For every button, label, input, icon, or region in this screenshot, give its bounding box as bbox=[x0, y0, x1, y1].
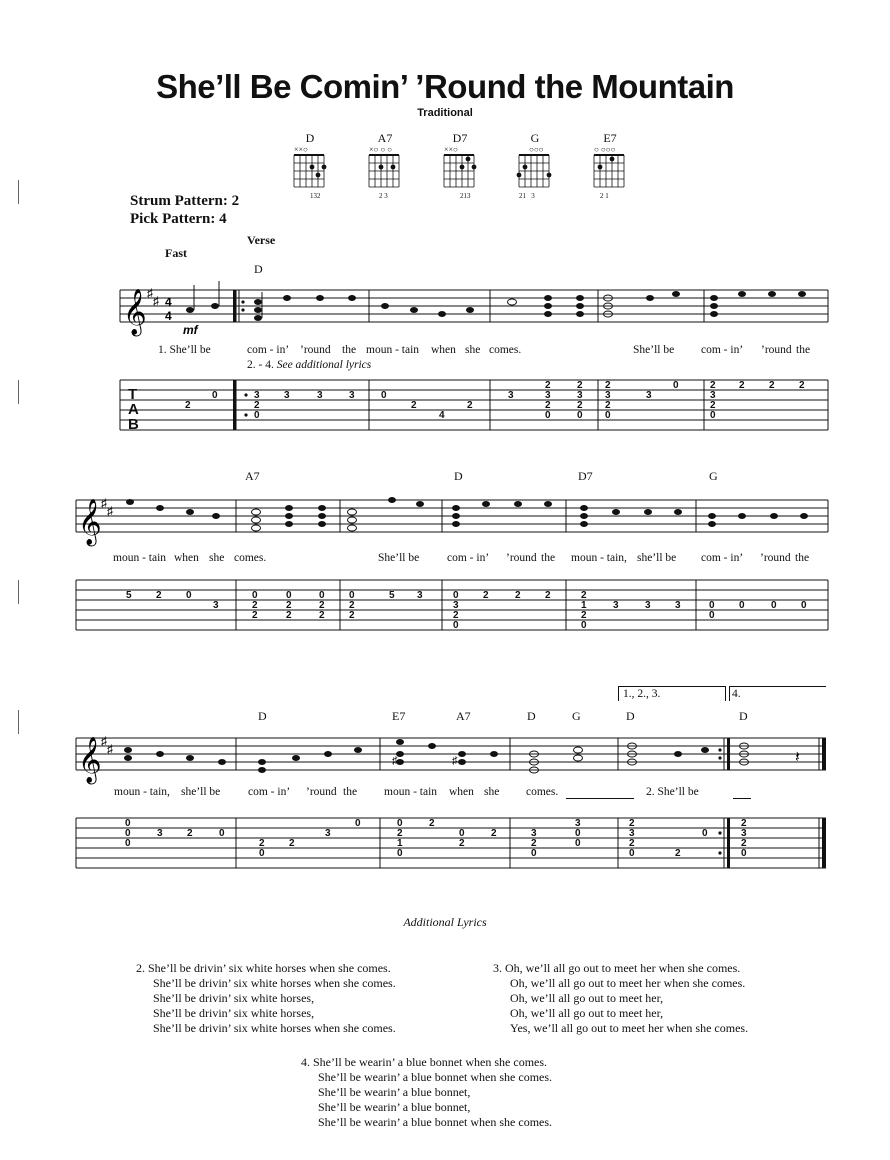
lyric-syllable: the bbox=[796, 344, 811, 356]
svg-text:0: 0 bbox=[125, 838, 131, 849]
lyric-syllable: she bbox=[209, 552, 225, 564]
strum-pattern: Strum Pattern: 2 bbox=[130, 193, 240, 209]
svg-text:2: 2 bbox=[319, 600, 325, 611]
tab-letter: A bbox=[128, 401, 139, 418]
verse-line: She’ll be drivin’ six white horses, bbox=[153, 1006, 315, 1020]
svg-text:0: 0 bbox=[709, 610, 715, 621]
chord-diagram-d7 bbox=[440, 131, 480, 200]
svg-text:2: 2 bbox=[185, 400, 191, 411]
lyric-syllable: com - in’ bbox=[247, 344, 290, 356]
verse-line: 4. She’ll be wearin’ a blue bonnet when she comes. bbox=[301, 1055, 548, 1069]
open-mute-markers: ○ ○○○ bbox=[594, 145, 616, 154]
chord-diagram-name: G bbox=[530, 131, 540, 145]
svg-text:2: 2 bbox=[459, 838, 465, 849]
svg-text:0: 0 bbox=[125, 828, 131, 839]
svg-text:0: 0 bbox=[801, 600, 807, 611]
lyric-syllable: comes. bbox=[489, 344, 522, 356]
svg-text:0: 0 bbox=[453, 590, 459, 601]
svg-text:2: 2 bbox=[675, 848, 681, 859]
lyric-syllable: the bbox=[342, 344, 357, 356]
lyric-syllable: when bbox=[431, 344, 456, 356]
svg-text:3: 3 bbox=[605, 390, 611, 401]
lyric-syllable: when bbox=[174, 552, 199, 564]
svg-text:0: 0 bbox=[381, 390, 387, 401]
svg-text:2: 2 bbox=[397, 828, 403, 839]
lyric-syllable: she bbox=[465, 344, 481, 356]
svg-text:0: 0 bbox=[219, 828, 225, 839]
svg-text:2: 2 bbox=[429, 818, 435, 829]
svg-text:2: 2 bbox=[531, 838, 537, 849]
svg-text:3: 3 bbox=[531, 828, 537, 839]
left-scan-marks bbox=[18, 180, 20, 740]
fretboard-grid bbox=[365, 154, 405, 194]
svg-text:3: 3 bbox=[349, 390, 355, 401]
svg-text:2: 2 bbox=[187, 828, 193, 839]
lyric-syllable: ’round bbox=[506, 552, 537, 564]
verse-line: 3. Oh, we’ll all go out to meet her when she comes. bbox=[493, 961, 741, 975]
svg-text:0: 0 bbox=[673, 380, 679, 391]
svg-text:2: 2 bbox=[629, 838, 635, 849]
fretboard-grid bbox=[590, 154, 630, 194]
svg-text:♯: ♯ bbox=[147, 286, 153, 300]
svg-text:♯: ♯ bbox=[107, 742, 113, 756]
chord-diagram-name: D7 bbox=[452, 131, 468, 145]
svg-text:3: 3 bbox=[545, 390, 551, 401]
chord-diagram-d bbox=[290, 131, 330, 200]
svg-text:0: 0 bbox=[771, 600, 777, 611]
ending-bracket-1-2-3 bbox=[618, 686, 726, 701]
lyric-syllable: She’ll be bbox=[633, 344, 675, 356]
chord-diagram-name: D bbox=[305, 131, 315, 145]
svg-text:2: 2 bbox=[254, 400, 260, 411]
lyric-syllable: com - in’ bbox=[248, 786, 291, 798]
svg-text:𝄞: 𝄞 bbox=[78, 500, 102, 544]
section-label-verse: Verse bbox=[247, 233, 276, 247]
svg-text:0: 0 bbox=[629, 848, 635, 859]
svg-text:2: 2 bbox=[319, 610, 325, 621]
svg-text:0: 0 bbox=[252, 590, 258, 601]
svg-text:♯: ♯ bbox=[101, 496, 107, 510]
svg-text:2: 2 bbox=[799, 380, 805, 391]
svg-text:2: 2 bbox=[605, 400, 611, 411]
svg-text:3: 3 bbox=[508, 390, 514, 401]
lyric-syllable: ’round bbox=[760, 552, 791, 564]
svg-text:2: 2 bbox=[252, 610, 258, 621]
verse-line: Oh, we’ll all go out to meet her when she comes. bbox=[510, 976, 746, 990]
svg-text:2: 2 bbox=[710, 380, 716, 391]
svg-text:0: 0 bbox=[186, 590, 192, 601]
lyric-syllable: 2. She’ll be bbox=[646, 786, 699, 798]
svg-text:0: 0 bbox=[702, 828, 708, 839]
svg-text:0: 0 bbox=[577, 410, 583, 421]
svg-text:3: 3 bbox=[646, 390, 652, 401]
lyric-syllable: the bbox=[541, 552, 556, 564]
verse-line: She’ll be drivin’ six white horses when she comes. bbox=[153, 976, 396, 990]
verse-line: Oh, we’ll all go out to meet her, bbox=[510, 1006, 664, 1020]
chord-symbol: A7 bbox=[245, 469, 260, 483]
svg-text:♯: ♯ bbox=[153, 294, 159, 308]
chord-symbol: D bbox=[739, 709, 748, 723]
dynamic-marking: mf bbox=[183, 323, 198, 337]
notation-staff-system-2 bbox=[0, 480, 890, 650]
svg-text:0: 0 bbox=[709, 600, 715, 611]
svg-text:♯: ♯ bbox=[452, 755, 458, 767]
chord-symbol: A7 bbox=[456, 709, 471, 723]
verse-line: She’ll be wearin’ a blue bonnet, bbox=[318, 1085, 471, 1099]
chord-symbol: G bbox=[709, 469, 718, 483]
verse-line: She’ll be drivin’ six white horses, bbox=[153, 991, 315, 1005]
svg-text:2: 2 bbox=[605, 380, 611, 391]
verse-line: Yes, we’ll all go out to meet her when she comes. bbox=[510, 1021, 749, 1035]
svg-text:0: 0 bbox=[710, 410, 716, 421]
lyric-syllable: moun - tain bbox=[113, 552, 167, 564]
open-mute-markers: ××○ bbox=[294, 145, 308, 154]
composer-credit: Traditional bbox=[417, 107, 473, 119]
svg-text:3: 3 bbox=[741, 828, 747, 839]
pick-pattern: Pick Pattern: 4 bbox=[130, 211, 227, 227]
svg-text:♯: ♯ bbox=[392, 755, 398, 767]
additional-lyrics-title: Additional Lyrics bbox=[403, 915, 487, 929]
svg-text:♯: ♯ bbox=[107, 504, 113, 518]
chord-symbol: D bbox=[626, 709, 635, 723]
svg-text:3: 3 bbox=[254, 390, 260, 401]
svg-text:2: 2 bbox=[739, 380, 745, 391]
chord-diagram-name: E7 bbox=[603, 131, 617, 145]
svg-text:2: 2 bbox=[769, 380, 775, 391]
svg-text:2: 2 bbox=[581, 610, 587, 621]
lyric-syllable: moun - tain, bbox=[114, 786, 170, 798]
lyric-syllable: she’ll be bbox=[181, 786, 221, 798]
svg-text:3: 3 bbox=[629, 828, 635, 839]
fretboard-grid bbox=[440, 154, 480, 194]
svg-text:0: 0 bbox=[125, 818, 131, 829]
svg-text:2: 2 bbox=[411, 400, 417, 411]
svg-text:4: 4 bbox=[165, 309, 172, 323]
open-mute-markers: ×○ ○ ○ bbox=[369, 145, 393, 154]
notation-staff-system-3 bbox=[0, 718, 890, 888]
song-title: She’ll Be Comin’ ’Round the Mountain bbox=[156, 68, 734, 105]
svg-text:2: 2 bbox=[286, 610, 292, 621]
lyric-syllable: moun - tain, bbox=[571, 552, 627, 564]
svg-text:♯: ♯ bbox=[101, 734, 107, 748]
svg-text:2: 2 bbox=[491, 828, 497, 839]
svg-text:2: 2 bbox=[483, 590, 489, 601]
svg-text:0: 0 bbox=[355, 818, 361, 829]
tempo-marking: Fast bbox=[165, 246, 187, 260]
svg-text:0: 0 bbox=[605, 410, 611, 421]
svg-text:2: 2 bbox=[259, 838, 265, 849]
svg-text:2: 2 bbox=[577, 380, 583, 391]
finger-numbers: 132 bbox=[310, 192, 321, 200]
svg-text:5: 5 bbox=[126, 590, 132, 601]
lyric-extender-line bbox=[733, 798, 751, 799]
lyric-syllable: comes. bbox=[234, 552, 267, 564]
svg-text:0: 0 bbox=[741, 848, 747, 859]
lyric-syllable: ’round bbox=[306, 786, 337, 798]
svg-text:2: 2 bbox=[741, 838, 747, 849]
svg-text:3: 3 bbox=[645, 600, 651, 611]
svg-text:4: 4 bbox=[439, 410, 445, 421]
finger-numbers: 2 1 bbox=[600, 192, 609, 200]
svg-text:2: 2 bbox=[581, 590, 587, 601]
svg-text:0: 0 bbox=[319, 590, 325, 601]
lyric-syllable: com - in’ bbox=[447, 552, 490, 564]
svg-text:𝄞: 𝄞 bbox=[123, 290, 147, 334]
svg-text:2: 2 bbox=[467, 400, 473, 411]
chord-symbol: D7 bbox=[578, 469, 593, 483]
tab-letter: B bbox=[128, 416, 139, 433]
tab-letter: T bbox=[128, 386, 138, 403]
svg-text:0: 0 bbox=[259, 848, 265, 859]
ending-label: 4. bbox=[732, 688, 741, 700]
svg-text:3: 3 bbox=[577, 390, 583, 401]
additional-verse-3 bbox=[493, 961, 748, 1036]
svg-text:0: 0 bbox=[575, 838, 581, 849]
svg-text:2: 2 bbox=[349, 600, 355, 611]
notation-staff-system-1 bbox=[0, 270, 890, 450]
svg-text:0: 0 bbox=[254, 410, 260, 421]
lyric-verse-ref bbox=[247, 359, 371, 371]
verse-line: She’ll be wearin’ a blue bonnet, bbox=[318, 1100, 471, 1114]
chord-symbol: D bbox=[527, 709, 536, 723]
svg-text:3: 3 bbox=[325, 828, 331, 839]
svg-text:2: 2 bbox=[741, 818, 747, 829]
svg-text:0: 0 bbox=[286, 590, 292, 601]
see-additional-lyrics: See additional lyrics bbox=[276, 359, 372, 371]
ending-bracket-4 bbox=[729, 686, 826, 701]
finger-numbers: 21 3 bbox=[519, 192, 535, 200]
open-mute-markers: ○○○ bbox=[529, 145, 544, 154]
svg-text:2: 2 bbox=[545, 380, 551, 391]
finger-numbers: 2 3 bbox=[379, 192, 388, 200]
svg-text:𝄽: 𝄽 bbox=[795, 749, 800, 766]
svg-text:0: 0 bbox=[739, 600, 745, 611]
chord-diagram-a7 bbox=[365, 131, 405, 200]
additional-verse-2 bbox=[136, 961, 396, 1036]
lyric-syllable: ’round bbox=[300, 344, 331, 356]
svg-text:0: 0 bbox=[397, 848, 403, 859]
svg-text:0: 0 bbox=[453, 620, 459, 631]
lyric-syllable: 1. She’ll be bbox=[158, 344, 211, 356]
svg-text:2: 2 bbox=[453, 610, 459, 621]
verse-numbers: 2. - 4. bbox=[247, 359, 274, 371]
svg-text:3: 3 bbox=[417, 590, 423, 601]
svg-text:2: 2 bbox=[545, 590, 551, 601]
svg-text:0: 0 bbox=[212, 390, 218, 401]
lyric-extender-line bbox=[566, 798, 634, 799]
svg-text:2: 2 bbox=[577, 400, 583, 411]
svg-text:3: 3 bbox=[710, 390, 716, 401]
svg-text:0: 0 bbox=[581, 620, 587, 631]
svg-text:1: 1 bbox=[397, 838, 403, 849]
chord-diagram-g bbox=[515, 131, 555, 200]
svg-text:2: 2 bbox=[349, 610, 355, 621]
verse-line: 2. She’ll be drivin’ six white horses when she comes. bbox=[136, 961, 391, 975]
svg-text:3: 3 bbox=[284, 390, 290, 401]
lyric-syllable: comes. bbox=[526, 786, 559, 798]
ending-label: 1., 2., 3. bbox=[623, 688, 661, 700]
svg-text:2: 2 bbox=[289, 838, 295, 849]
verse-line: She’ll be wearin’ a blue bonnet when she comes. bbox=[318, 1070, 553, 1084]
svg-text:0: 0 bbox=[397, 818, 403, 829]
lyric-syllable: the bbox=[795, 552, 810, 564]
verse-line: She’ll be drivin’ six white horses when she comes. bbox=[153, 1021, 396, 1035]
svg-text:2: 2 bbox=[286, 600, 292, 611]
verse-line: She’ll be wearin’ a blue bonnet when she comes. bbox=[318, 1115, 553, 1129]
svg-text:𝄞: 𝄞 bbox=[78, 738, 102, 782]
chord-symbol: G bbox=[572, 709, 581, 723]
svg-text:3: 3 bbox=[317, 390, 323, 401]
chord-symbol: D bbox=[254, 262, 263, 276]
lyric-syllable: com - in’ bbox=[701, 552, 744, 564]
lyric-syllable: the bbox=[343, 786, 358, 798]
svg-text:5: 5 bbox=[389, 590, 395, 601]
lyric-syllable: she bbox=[484, 786, 500, 798]
chord-symbol: D bbox=[258, 709, 267, 723]
svg-text:3: 3 bbox=[453, 600, 459, 611]
svg-text:3: 3 bbox=[575, 818, 581, 829]
additional-verse-4 bbox=[301, 1055, 552, 1130]
lyric-syllable: when bbox=[449, 786, 474, 798]
svg-text:3: 3 bbox=[213, 600, 219, 611]
fretboard-grid bbox=[290, 154, 330, 194]
lyric-syllable: moun - tain bbox=[384, 786, 438, 798]
open-mute-markers: ××○ bbox=[444, 145, 458, 154]
lyric-syllable: ’round bbox=[761, 344, 792, 356]
svg-text:0: 0 bbox=[575, 828, 581, 839]
svg-text:2: 2 bbox=[156, 590, 162, 601]
svg-text:2: 2 bbox=[252, 600, 258, 611]
svg-text:0: 0 bbox=[545, 410, 551, 421]
svg-text:0: 0 bbox=[459, 828, 465, 839]
chord-symbol: E7 bbox=[392, 709, 406, 723]
svg-text:2: 2 bbox=[545, 400, 551, 411]
lyric-syllable: she’ll be bbox=[637, 552, 677, 564]
chord-diagram-name: A7 bbox=[377, 131, 393, 145]
svg-text:3: 3 bbox=[675, 600, 681, 611]
svg-text:4: 4 bbox=[165, 295, 172, 309]
svg-text:0: 0 bbox=[531, 848, 537, 859]
chord-symbol: D bbox=[454, 469, 463, 483]
finger-numbers: 213 bbox=[460, 192, 471, 200]
svg-text:0: 0 bbox=[349, 590, 355, 601]
chord-diagram-e7 bbox=[590, 131, 630, 200]
verse-line: Oh, we’ll all go out to meet her, bbox=[510, 991, 664, 1005]
lyric-syllable: moun - tain bbox=[366, 344, 420, 356]
lyric-syllable: She’ll be bbox=[378, 552, 420, 564]
fretboard-grid bbox=[515, 154, 555, 194]
svg-text:3: 3 bbox=[613, 600, 619, 611]
svg-text:2: 2 bbox=[515, 590, 521, 601]
svg-text:2: 2 bbox=[629, 818, 635, 829]
lyric-syllable: com - in’ bbox=[701, 344, 744, 356]
svg-text:2: 2 bbox=[710, 400, 716, 411]
svg-text:3: 3 bbox=[157, 828, 163, 839]
svg-text:1: 1 bbox=[581, 600, 587, 611]
